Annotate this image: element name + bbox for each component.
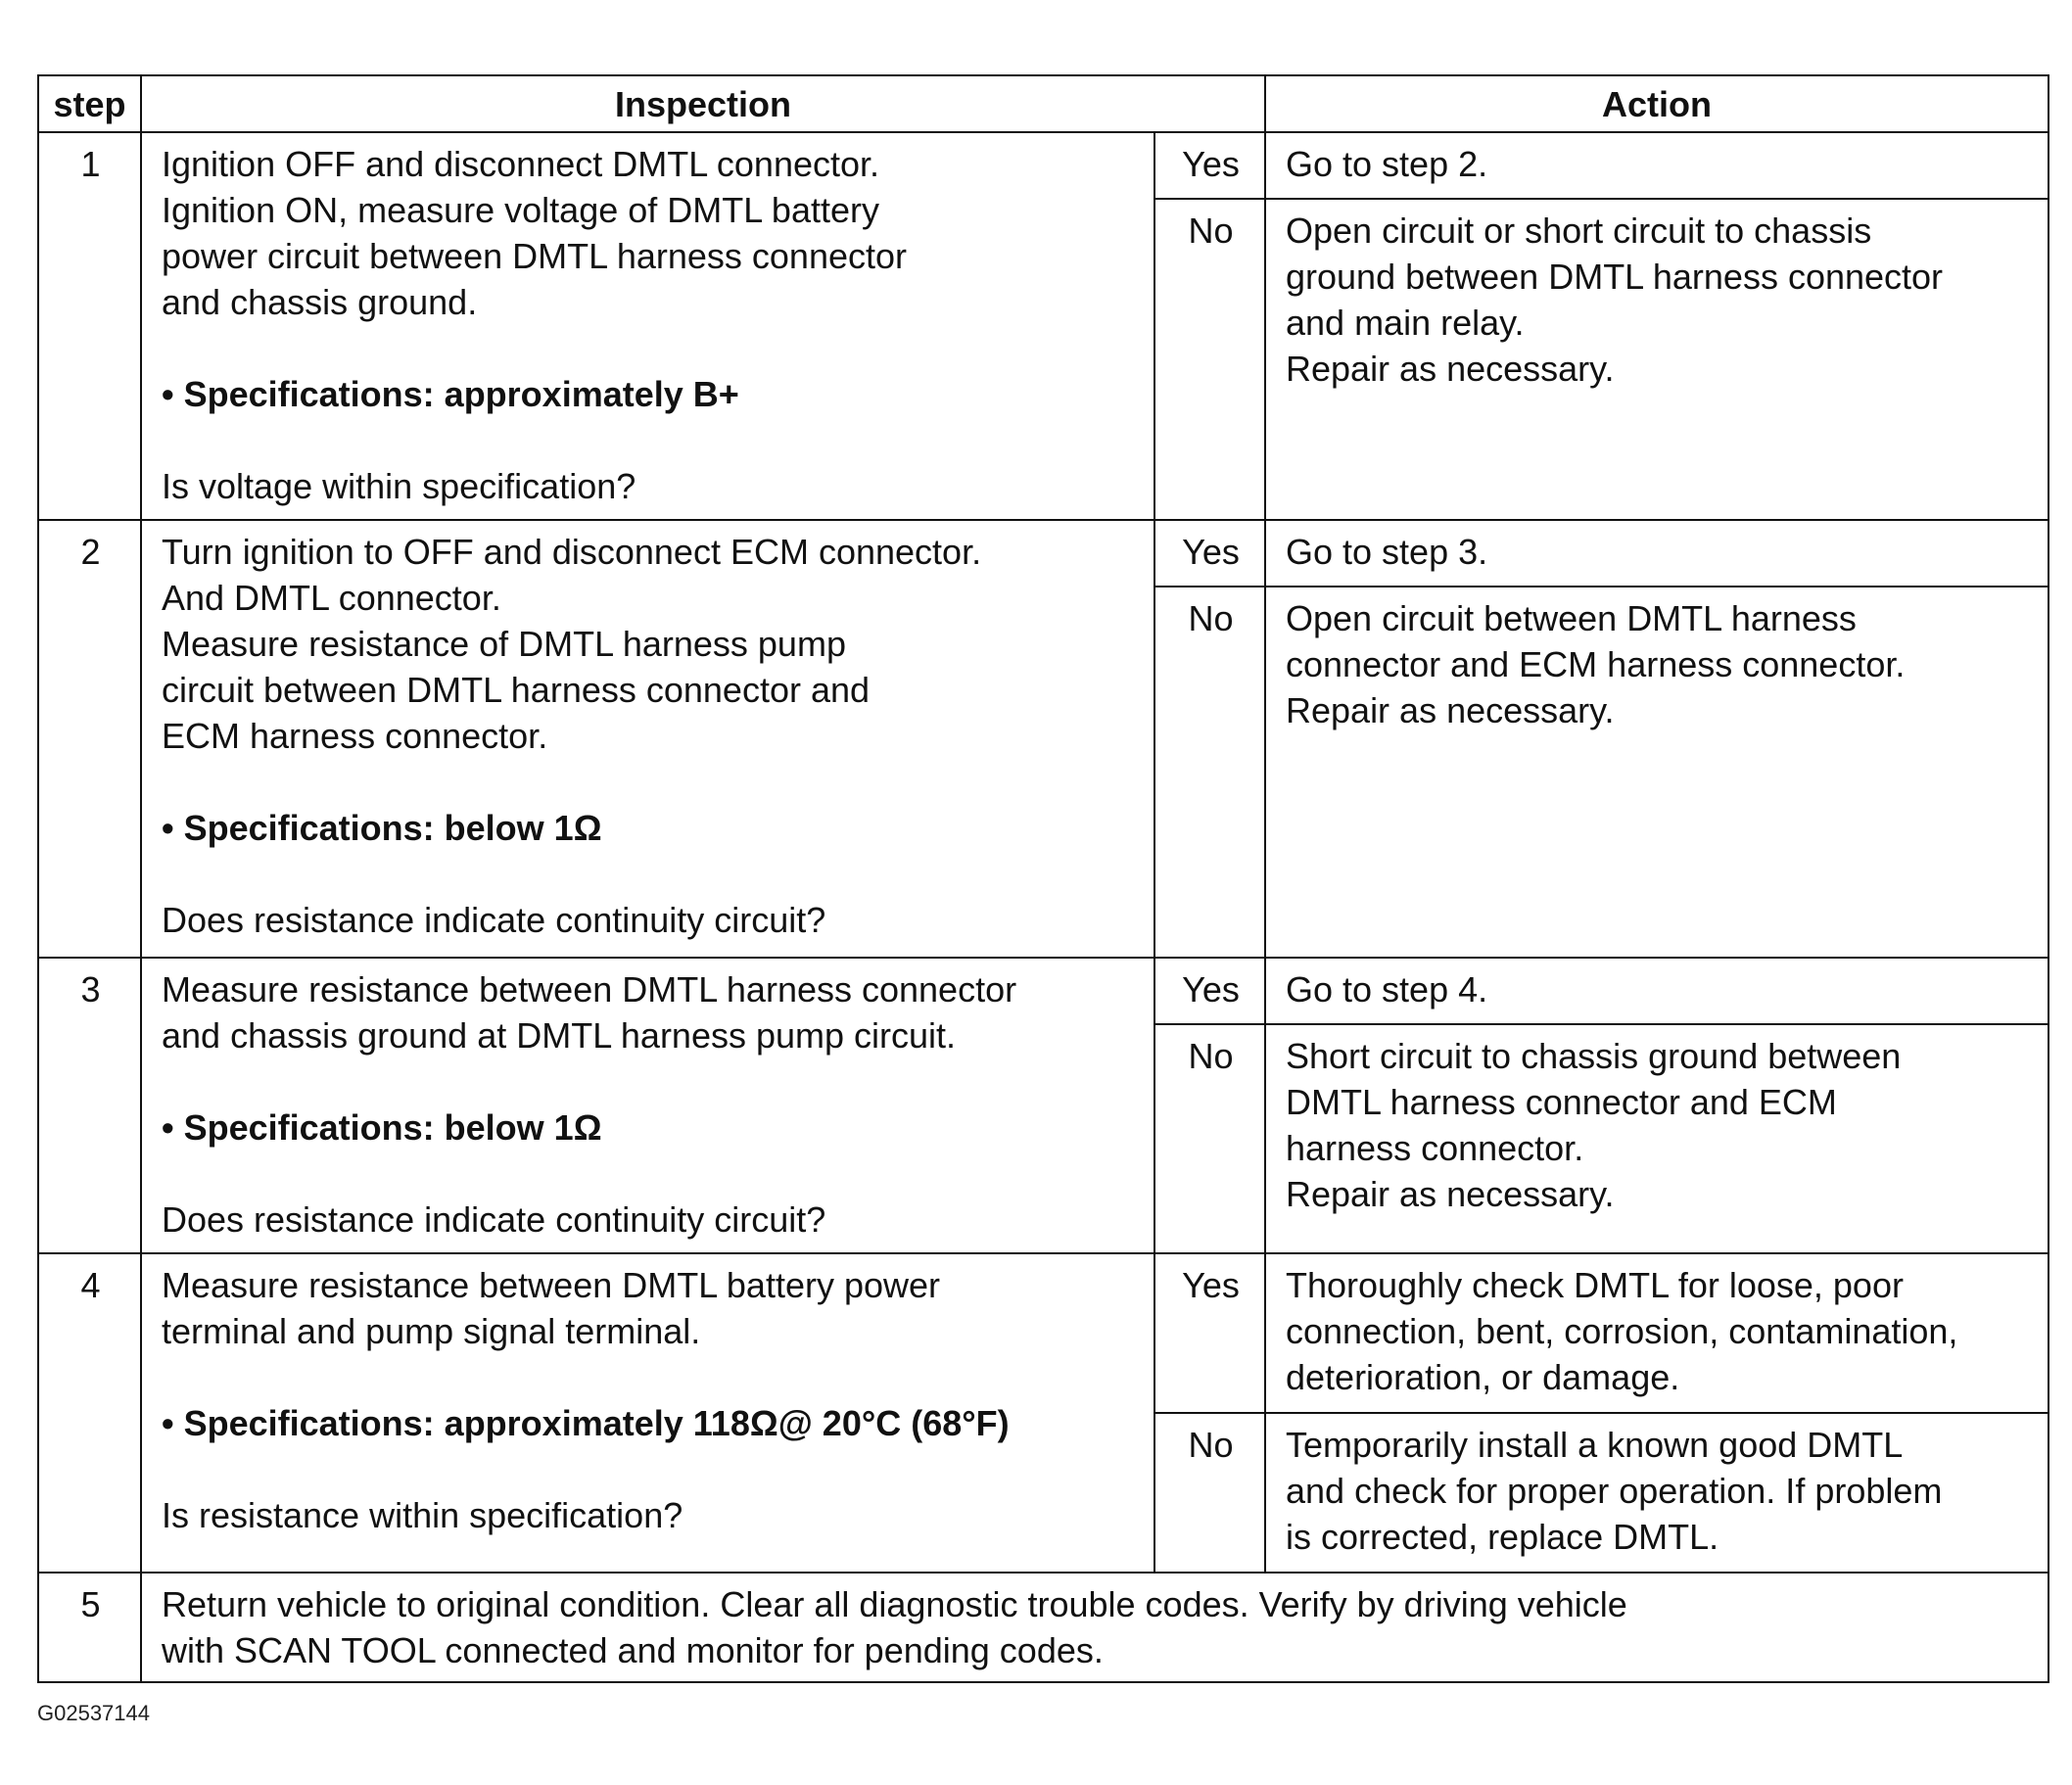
final-step-line: Return vehicle to original condition. Clear all diagnostic trouble codes. Verify by driving vehicle	[162, 1584, 1627, 1624]
header-inspection: Inspection	[141, 75, 1265, 132]
specification: • Specifications: below 1Ω	[162, 808, 602, 848]
action-line: deterioration, or damage.	[1286, 1357, 1680, 1397]
no-action	[1265, 1413, 2048, 1573]
inspection-line: Turn ignition to OFF and disconnect ECM connector.	[162, 532, 982, 572]
specification: • Specifications: approximately 118Ω@ 20°C (68°F)	[162, 1403, 1010, 1443]
action-line: Temporarily install a known good DMTL	[1286, 1425, 1904, 1465]
action-line: ground between DMTL harness connector	[1286, 257, 1944, 297]
header-action: Action	[1265, 75, 2048, 132]
inspection-line: and chassis ground at DMTL harness pump circuit.	[162, 1015, 957, 1056]
no-label: No	[1154, 1413, 1265, 1573]
action-line: connector and ECM harness connector.	[1286, 644, 1906, 684]
inspection-line: Ignition OFF and disconnect DMTL connector.	[162, 144, 880, 184]
inspection-line: terminal and pump signal terminal.	[162, 1311, 701, 1351]
specification: • Specifications: approximately B+	[162, 374, 739, 414]
step-number: 5	[38, 1573, 141, 1682]
step-row-1-yes	[38, 132, 2048, 199]
inspection-cell	[141, 520, 1154, 958]
yes-label: Yes	[1154, 1253, 1265, 1413]
final-step-cell	[141, 1573, 2048, 1682]
yes-action	[1265, 520, 2048, 587]
action-line: Repair as necessary.	[1286, 1174, 1615, 1214]
inspection-question: Is voltage within specification?	[162, 466, 636, 506]
action-line: Go to step 2.	[1286, 144, 1488, 184]
action-line: Repair as necessary.	[1286, 349, 1615, 389]
yes-label: Yes	[1154, 520, 1265, 587]
inspection-question: Does resistance indicate continuity circuit?	[162, 900, 826, 940]
step-row-3-yes	[38, 958, 2048, 1024]
final-step-line: with SCAN TOOL connected and monitor for pending codes.	[162, 1630, 1104, 1670]
diagnostic-table	[37, 74, 2049, 1683]
action-line: Go to step 3.	[1286, 532, 1488, 572]
inspection-question: Does resistance indicate continuity circuit?	[162, 1199, 826, 1240]
inspection-cell	[141, 1253, 1154, 1573]
yes-action	[1265, 132, 2048, 199]
no-action	[1265, 199, 2048, 520]
action-line: Repair as necessary.	[1286, 690, 1615, 730]
inspection-cell	[141, 132, 1154, 520]
action-line: Go to step 4.	[1286, 969, 1488, 1010]
spacer	[162, 759, 1136, 805]
spacer	[162, 1058, 1136, 1104]
action-line: harness connector.	[1286, 1128, 1584, 1168]
spacer	[162, 417, 1136, 463]
no-label: No	[1154, 587, 1265, 958]
inspection-line: And DMTL connector.	[162, 578, 501, 618]
yes-action	[1265, 1253, 2048, 1413]
spacer	[162, 1151, 1136, 1197]
inspection-line: circuit between DMTL harness connector and	[162, 670, 871, 710]
action-line: DMTL harness connector and ECM	[1286, 1082, 1837, 1122]
yes-label: Yes	[1154, 132, 1265, 199]
spacer	[162, 325, 1136, 371]
inspection-line: power circuit between DMTL harness connector	[162, 236, 908, 276]
step-row-2-yes	[38, 520, 2048, 587]
no-label: No	[1154, 1024, 1265, 1253]
action-line: and main relay.	[1286, 303, 1525, 343]
step-number: 1	[38, 132, 141, 520]
step-number: 4	[38, 1253, 141, 1573]
inspection-line: Ignition ON, measure voltage of DMTL battery	[162, 190, 879, 230]
inspection-cell	[141, 958, 1154, 1253]
inspection-line: Measure resistance between DMTL battery power	[162, 1265, 941, 1305]
inspection-line: Measure resistance of DMTL harness pump	[162, 624, 846, 664]
step-number: 2	[38, 520, 141, 958]
header-step: step	[38, 75, 141, 132]
no-action	[1265, 1024, 2048, 1253]
spacer	[162, 1446, 1136, 1492]
action-line: Short circuit to chassis ground between	[1286, 1036, 1902, 1076]
figure-code: G02537144	[37, 1701, 150, 1725]
inspection-line: and chassis ground.	[162, 282, 478, 322]
action-line: Open circuit or short circuit to chassis	[1286, 211, 1872, 251]
spacer	[162, 851, 1136, 897]
action-line: Open circuit between DMTL harness	[1286, 598, 1857, 638]
inspection-line: Measure resistance between DMTL harness connector	[162, 969, 1017, 1010]
yes-label: Yes	[1154, 958, 1265, 1024]
no-action	[1265, 587, 2048, 958]
table-header-row	[38, 75, 2048, 132]
inspection-line: ECM harness connector.	[162, 716, 548, 756]
specification: • Specifications: below 1Ω	[162, 1107, 602, 1148]
yes-action	[1265, 958, 2048, 1024]
action-line: connection, bent, corrosion, contamination,	[1286, 1311, 1958, 1351]
action-line: Thoroughly check DMTL for loose, poor	[1286, 1265, 1904, 1305]
no-label: No	[1154, 199, 1265, 520]
step-row-5	[38, 1573, 2048, 1682]
step-row-4-yes	[38, 1253, 2048, 1413]
action-line: and check for proper operation. If problem	[1286, 1471, 1943, 1511]
spacer	[162, 1354, 1136, 1400]
inspection-question: Is resistance within specification?	[162, 1495, 683, 1535]
step-number: 3	[38, 958, 141, 1253]
action-line: is corrected, replace DMTL.	[1286, 1517, 1719, 1557]
